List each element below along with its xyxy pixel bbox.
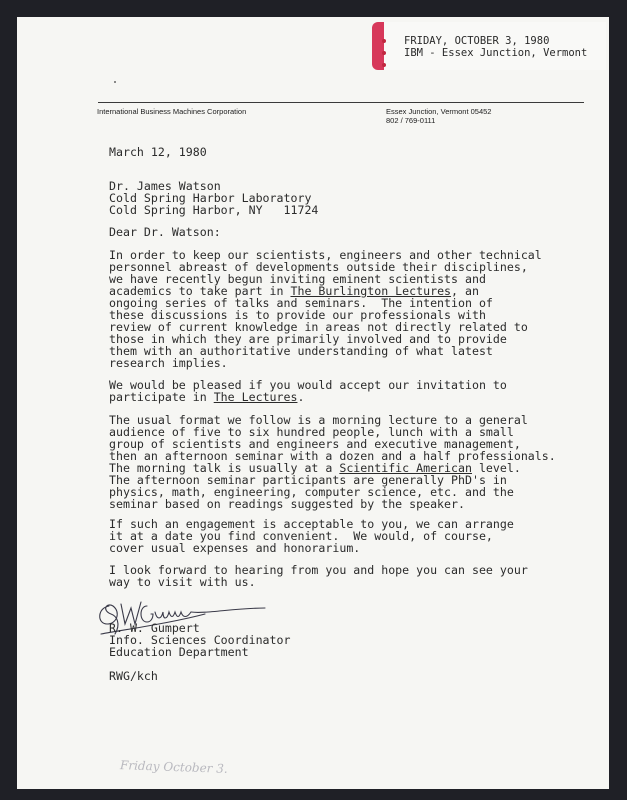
body-line: physics, math, engineering, computer science, etc. and the [109, 485, 514, 499]
body-line: The usual format we follow is a morning lecture to a general [109, 413, 528, 427]
company-address: Essex Junction, Vermont 05452 [386, 107, 492, 116]
body-line: group of scientists and engineers and executive management, [109, 437, 521, 451]
recipient-line: Cold Spring Harbor Laboratory [109, 191, 312, 205]
pencil-annotation: Friday October 3. [119, 758, 228, 776]
company-name: International Business Machines Corporation [97, 107, 247, 116]
lecture-title: The Lectures [213, 390, 298, 404]
body-line: The afternoon seminar participants are generally PhD's in [109, 473, 507, 487]
tab-date: FRIDAY, OCTOBER 3, 1980 [404, 35, 550, 47]
body-line: review of current knowledge in areas not directly related to [109, 320, 528, 334]
body-line: academics to take part in The Burlington Lectures, an [109, 284, 479, 298]
letter-date: March 12, 1980 [109, 145, 207, 159]
body-line: then an afternoon seminar with a dozen and a half professionals. [109, 449, 556, 463]
tab-bullet [382, 51, 386, 55]
body-line: seminar based on readings suggested by the speaker. [109, 497, 465, 511]
body-line: cover usual expenses and honorarium. [109, 541, 361, 555]
tab-bullet [382, 39, 386, 43]
body-line: ongoing series of talks and seminars. The intention of [109, 296, 493, 310]
salutation: Dear Dr. Watson: [109, 225, 221, 239]
company-phone: 802 / 769-0111 [386, 116, 436, 125]
body-line: In order to keep our scientists, engineers and other technical [109, 248, 542, 262]
body-line: audience of five to six hundred people, lunch with a small [109, 425, 514, 439]
recipient-line: Dr. James Watson [109, 179, 221, 193]
body-line: We would be pleased if you would accept our invitation to [109, 378, 507, 392]
signer-title: Info. Sciences Coordinator [109, 633, 291, 647]
letter-page [17, 17, 609, 789]
body-line: participate in The Lectures. [109, 390, 305, 404]
body-line: I look forward to hearing from you and hope you can see your [109, 563, 528, 577]
signer-department: Education Department [109, 645, 249, 659]
ink-mark [114, 81, 116, 83]
body-line: way to visit with us. [109, 575, 256, 589]
body-line: those in which they are primarily involved and to provide [109, 332, 507, 346]
signer-name: R. W. Gumpert [109, 621, 200, 635]
magazine-title: Scientific American [339, 461, 472, 475]
body-line: personnel abreast of developments outside their disciplines, [109, 260, 528, 274]
typist-initials: RWG/kch [109, 669, 158, 683]
tab-bullet [382, 63, 386, 67]
body-line: If such an engagement is acceptable to you, we can arrange [109, 517, 514, 531]
body-line: these discussions is to provide our professionals with [109, 308, 486, 322]
body-line: them with an authoritative understanding of what latest [109, 344, 493, 358]
lecture-title: The Burlington Lectures [290, 284, 452, 298]
body-line: research implies. [109, 356, 228, 370]
tab-location: IBM - Essex Junction, Vermont [404, 47, 588, 59]
body-line: The morning talk is usually at a Scientific American level. [109, 461, 521, 475]
letterhead-rule [98, 102, 584, 103]
body-line: we have recently begun inviting eminent scientists and [109, 272, 486, 286]
body-line: it at a date you find convenient. We would, of course, [109, 529, 493, 543]
recipient-line: Cold Spring Harbor, NY 11724 [109, 203, 319, 217]
